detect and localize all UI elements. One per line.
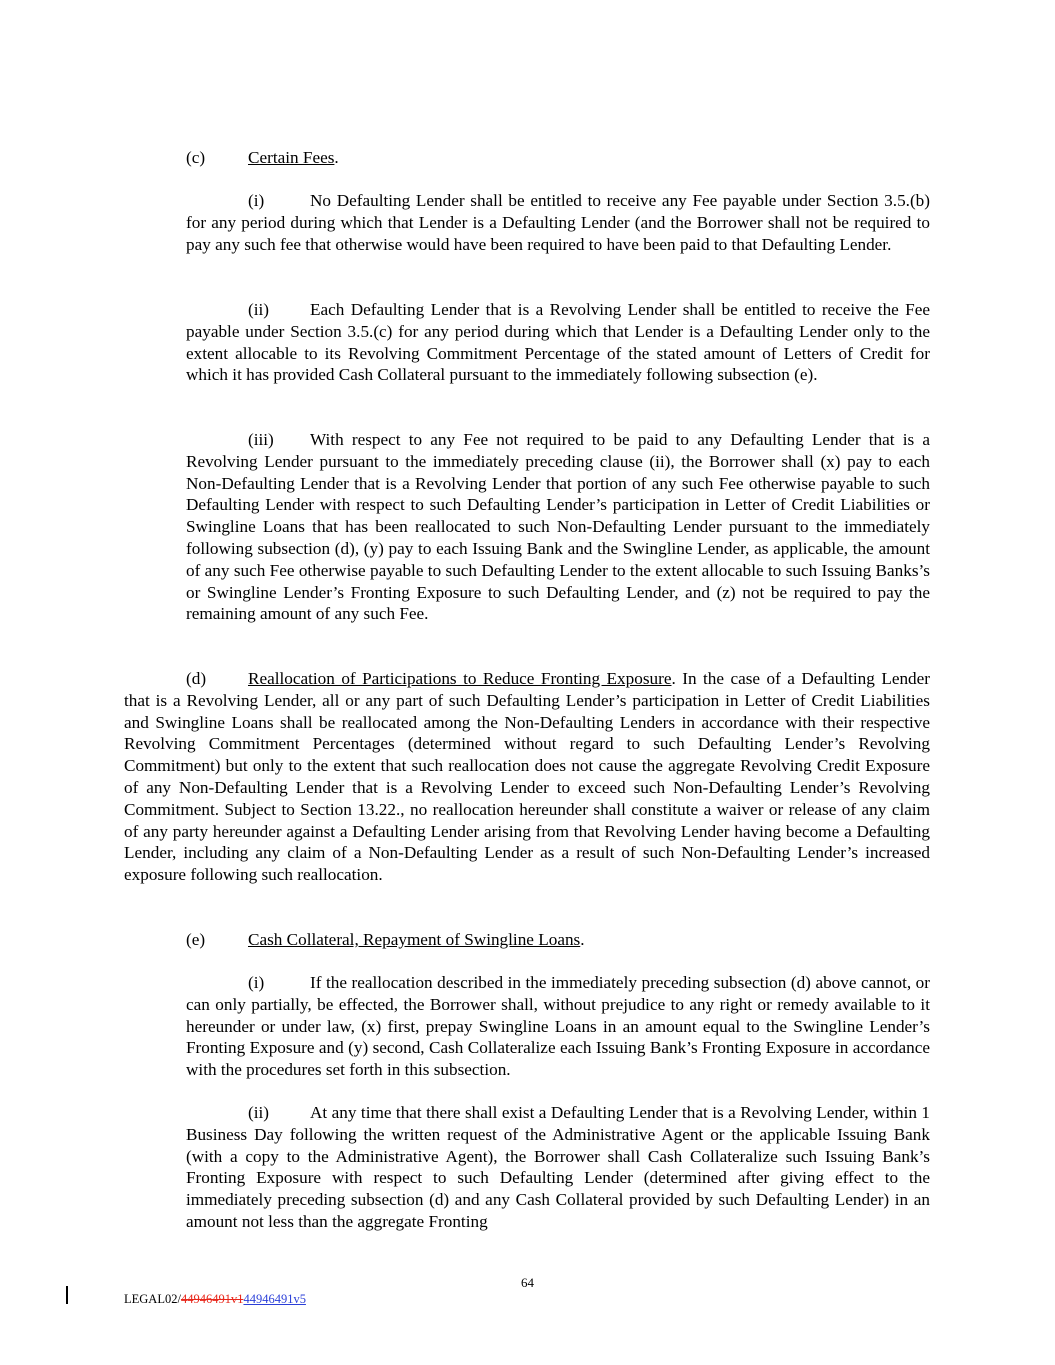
section-c-i-number: (i) [248, 191, 265, 210]
section-c-title: Certain Fees [248, 148, 335, 167]
page-number: 64 [521, 1275, 534, 1290]
change-bar [66, 1286, 68, 1304]
section-c-heading [186, 147, 339, 169]
section-e-i-paragraph [186, 972, 930, 1081]
section-c-i-text: No Defaulting Lender shall be entitled to receive any Fee payable under Section 3.5.(b) for any period during which that Lender is a Defaulting Lender (and the Borrower shall not be required to pay any such fee that otherwise would have been required to have been paid to that Defaulting Lender. [186, 191, 930, 254]
section-d-text: . In the case of a Defaulting Lender that is a Revolving Lender, all or any part of such Defaulting Lender’s participation in Letter of Credit Liabilities and Swingline Loans shall be reallocated among the Non-Defaulting Lenders in accordance with their respective Revolving Commitment Percentages (determined without regard to such Defaulting Lender’s Revolving Commitment) but only to the extent that such reallocation does not cause the aggregate Revolving Credit Exposure of any Non-Defaulting Lender that is a Revolving Lender to exceed such Non-Defaulting Lender’s Revolving Commitment. Subject to Section 13.22., no reallocation hereunder shall constitute a waiver or release of any claim of any party hereunder against a Defaulting Lender arising from that Revolving Lender having become a Defaulting Lender, including any claim of a Non-Defaulting Lender as a result of such Non-Defaulting Lender’s increased exposure following such reallocation. [124, 669, 930, 885]
section-e-title-suffix: . [580, 930, 585, 949]
section-d-number: (d) [186, 669, 207, 688]
section-c-ii-paragraph [186, 299, 930, 386]
section-d-title: Reallocation of Participations to Reduce Fronting Exposure [248, 669, 672, 688]
section-c-title-suffix: . [334, 148, 339, 167]
section-c-iii-paragraph [186, 429, 930, 625]
section-c-ii-number: (ii) [248, 300, 269, 319]
footer-inserted-version: 44946491v5 [243, 1292, 306, 1306]
section-c-ii-text: Each Defaulting Lender that is a Revolving Lender shall be entitled to receive the Fee payable under Section 3.5.(c) for any period during which that Lender is a Defaulting Lender only to the extent allocable to its Revolving Commitment Percentage of the stated amount of Letters of Credit for which it has provided Cash Collateral pursuant to the immediately following subsection (e). [186, 300, 930, 385]
section-e-ii-number: (ii) [248, 1103, 269, 1122]
section-e-title: Cash Collateral, Repayment of Swingline Loans [248, 930, 581, 949]
section-e-number: (e) [186, 930, 206, 949]
section-e-ii-text: At any time that there shall exist a Defaulting Lender that is a Revolving Lender, within 1 Business Day following the written request of the Administrative Agent or the applicable Issuing Bank (with a copy to the Administrative Agent), the Borrower shall Cash Collateralize such Issuing Bank’s Fronting Exposure with respect to such Defaulting Lender (determined after giving effect to the immediately preceding subsection (d) and any Cash Collateral provided by such Defaulting Lender) in an amount not less than the aggregate Fronting [186, 1103, 930, 1231]
footer-deleted-version: 44946491v1 [180, 1292, 244, 1306]
section-d-paragraph [124, 668, 930, 886]
section-c-number: (c) [186, 148, 206, 167]
section-e-heading [186, 929, 585, 951]
section-c-iii-number: (iii) [248, 430, 274, 449]
section-c-iii-text: With respect to any Fee not required to be paid to any Defaulting Lender that is a Revolving Lender pursuant to the immediately preceding clause (ii), the Borrower shall (x) pay to each Non-Defaulting Lender that is a Revolving Lender that portion of any such Fee otherwise payable to such Defaulting Lender with respect to such Defaulting Lender’s participation in Letter of Credit Liabilities or Swingline Loans that has been reallocated to such Non-Defaulting Lender pursuant to the immediately following subsection (d), (y) pay to each Issuing Bank and the Swingline Lender, as applicable, the amount of any such Fee otherwise payable to such Defaulting Lender to the extent allocable to such Issuing Banks’s or Swingline Lender’s Fronting Exposure to such Defaulting Lender, and (z) not be required to pay the remaining amount of any such Fee. [186, 430, 930, 624]
section-e-i-text: If the reallocation described in the immediately preceding subsection (d) above cannot, or can only partially, be effected, the Borrower shall, without prejudice to any right or remedy available to it hereunder or under law, (x) first, prepay Swingline Loans in an amount equal to the Swingline Lender’s Fronting Exposure and (y) second, Cash Collateralize each Issuing Bank’s Fronting Exposure in accordance with the procedures set forth in this subsection. [186, 973, 930, 1080]
section-c-i-paragraph [186, 190, 930, 255]
footer-prefix: LEGAL02/ [124, 1292, 181, 1306]
section-e-i-number: (i) [248, 973, 265, 992]
section-e-ii-paragraph [186, 1102, 930, 1233]
document-footer [124, 1289, 306, 1311]
